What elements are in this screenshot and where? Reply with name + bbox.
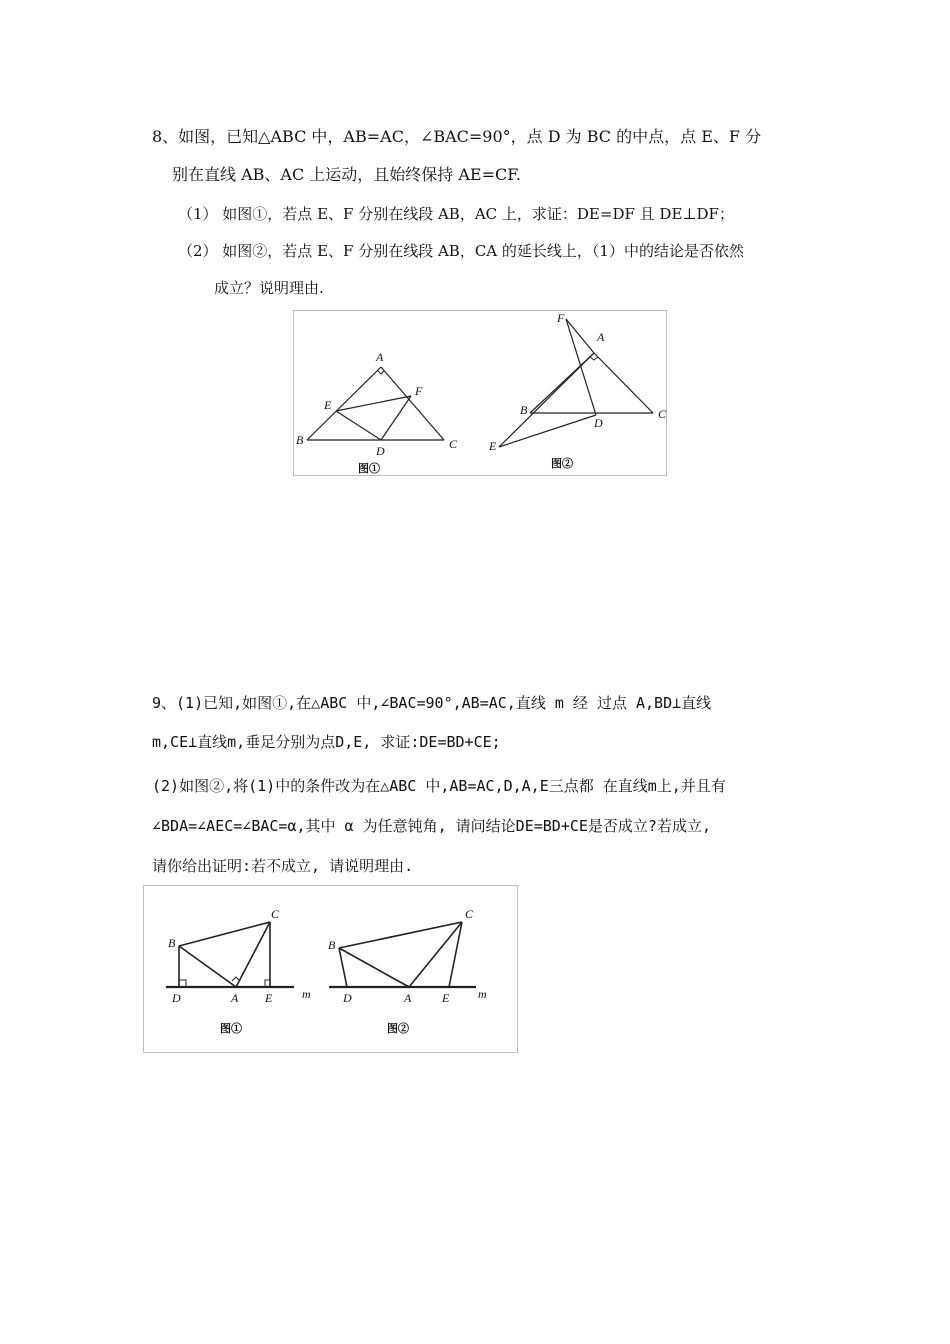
q8-part-2-line-2: 成立？说明理由. bbox=[214, 279, 324, 297]
q9-fig2-label-a: A bbox=[404, 991, 412, 1005]
q8-fig2-segment-ed bbox=[499, 415, 596, 447]
q9-fig2-label-d: D bbox=[343, 991, 352, 1005]
q9-fig2-label-m: m bbox=[478, 987, 487, 1001]
q8-fig1-label-a: A bbox=[376, 350, 384, 364]
q9-line-3: (2)如图②,将(1)中的条件改为在△ABC 中,AB=AC,D,A,E三点都 在直线m上,并且有 bbox=[152, 777, 726, 795]
q8-fig1-drawing bbox=[296, 350, 458, 475]
q9-fig1-segment-bc bbox=[179, 922, 270, 946]
q8-fig2-segment-ac bbox=[594, 353, 653, 413]
q8-fig2-label-b: B bbox=[520, 403, 528, 417]
q9-fig2-caption: 图② bbox=[387, 1023, 409, 1035]
q9-fig1-drawing bbox=[166, 907, 311, 1035]
q8-fig2-right-angle-mark bbox=[590, 357, 598, 360]
q8-fig1-segment-ef bbox=[336, 396, 411, 411]
q8-fig2-label-c: C bbox=[658, 407, 666, 421]
q8-fig2-caption: 图② bbox=[551, 458, 573, 470]
q9-fig1-right-angle-a bbox=[232, 977, 240, 981]
q9-figure-svg bbox=[144, 886, 517, 1052]
q9-fig1-segment-ba bbox=[179, 946, 236, 987]
q8-fig1-label-b: B bbox=[296, 433, 304, 447]
q8-fig1-label-f: F bbox=[415, 384, 423, 398]
q8-fig1-label-e: E bbox=[324, 398, 332, 412]
q8-fig2-segment-fd bbox=[566, 319, 596, 415]
q8-line-1: 8、如图，已知△ABC 中，AB=AC，∠BAC=90°，点 D 为 BC 的中点，点 E、F 分 bbox=[152, 127, 762, 146]
q9-line-2: m,CE⊥直线m,垂足分别为点D,E, 求证:DE=BD+CE; bbox=[152, 733, 501, 751]
q8-fig1-segment-ed bbox=[336, 411, 381, 440]
q9-fig2-segment-ba bbox=[339, 948, 409, 987]
q9-fig2-label-b: B bbox=[328, 938, 336, 952]
q9-fig2-label-c: C bbox=[465, 907, 474, 921]
q8-fig1-segment-ac bbox=[381, 367, 444, 440]
q8-fig1-right-angle-mark bbox=[378, 371, 384, 374]
q8-fig2-label-e: E bbox=[489, 439, 497, 453]
q8-figure-svg bbox=[294, 311, 666, 475]
q9-fig1-caption: 图① bbox=[220, 1023, 242, 1035]
q8-part-2-line-1: （2） 如图②，若点 E、F 分别在线段 AB，CA 的延长线上，（1）中的结论是否依然 bbox=[178, 242, 744, 260]
q9-figure bbox=[143, 885, 518, 1053]
q8-fig1-label-c: C bbox=[449, 437, 458, 451]
q8-fig1-segment-ab bbox=[307, 367, 381, 440]
q8-part-1: （1） 如图①，若点 E、F 分别在线段 AB，AC 上，求证：DE=DF 且 DE⊥DF； bbox=[178, 205, 734, 223]
q9-fig1-label-b: B bbox=[168, 936, 176, 950]
q9-fig1-label-d: D bbox=[172, 991, 181, 1005]
q8-fig2-segment-fa bbox=[566, 319, 594, 353]
q9-fig2-segment-bd bbox=[339, 948, 347, 987]
q9-fig1-label-m: m bbox=[302, 987, 311, 1001]
q8-fig2-label-f: F bbox=[557, 311, 565, 325]
q8-fig2-label-d: D bbox=[594, 416, 603, 430]
q9-line-4: ∠BDA=∠AEC=∠BAC=α,其中 α 为任意钝角, 请问结论DE=BD+CE是否成立?若成立, bbox=[152, 817, 711, 835]
q9-fig2-segment-ce bbox=[449, 922, 462, 987]
q8-fig2-label-a: A bbox=[597, 330, 605, 344]
q8-fig1-caption: 图① bbox=[358, 463, 380, 475]
q9-fig1-segment-ac bbox=[236, 922, 270, 987]
q8-figure bbox=[293, 310, 667, 476]
q9-fig1-label-c: C bbox=[271, 907, 280, 921]
q8-fig2-segment-ea bbox=[499, 353, 594, 447]
q8-line-2: 别在直线 AB、AC 上运动，且始终保持 AE=CF. bbox=[172, 165, 521, 184]
q8-fig1-segment-fd bbox=[381, 396, 411, 440]
q9-fig1-label-e: E bbox=[265, 991, 273, 1005]
q8-fig1-label-d: D bbox=[376, 444, 385, 458]
q9-fig2-drawing bbox=[328, 907, 487, 1035]
q9-fig1-label-a: A bbox=[231, 991, 239, 1005]
q8-fig2-drawing bbox=[488, 311, 666, 470]
q9-line-1: 9、(1)已知,如图①,在△ABC 中,∠BAC=90°,AB=AC,直线 m 经 过点 A,BD⊥直线 bbox=[152, 694, 712, 712]
q9-line-5: 请你给出证明:若不成立, 请说明理由. bbox=[152, 857, 414, 875]
q9-fig2-label-e: E bbox=[442, 991, 450, 1005]
